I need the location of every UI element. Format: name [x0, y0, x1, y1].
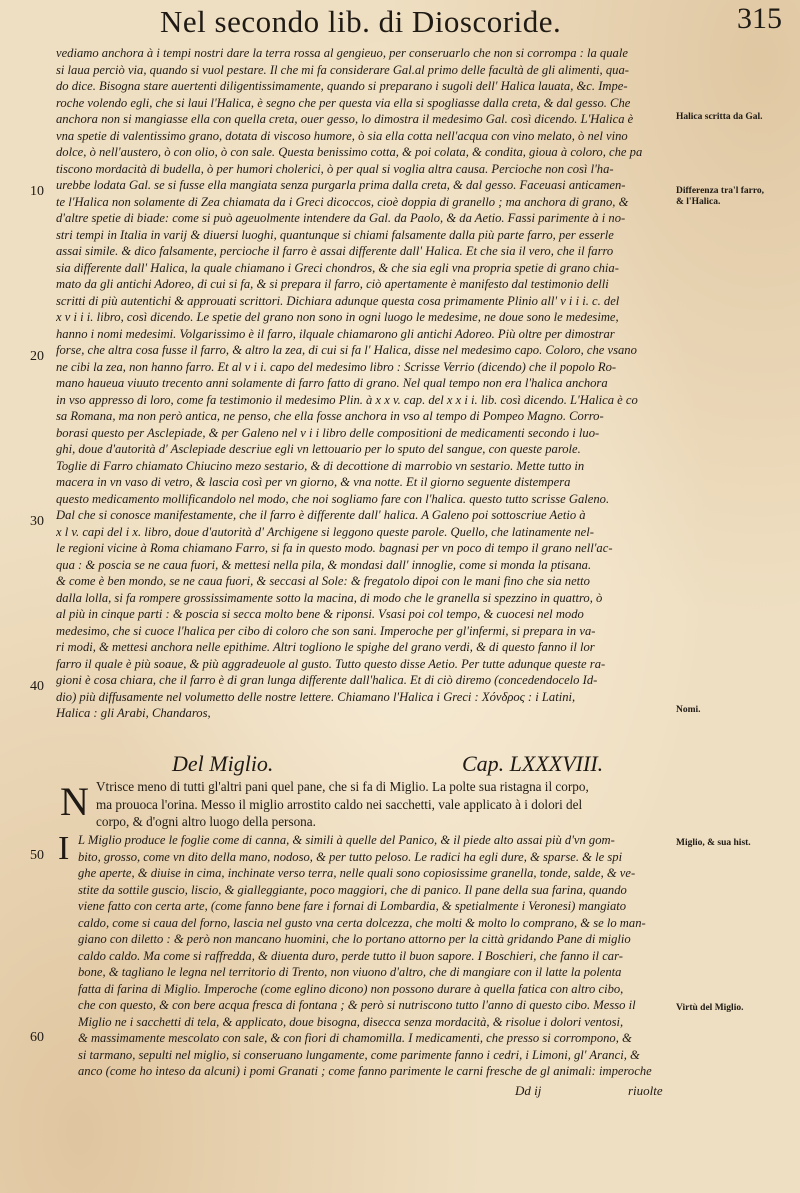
- signature-mark: Dd ij: [515, 1083, 542, 1098]
- text-line: gioni è cosa chiara, che il farro è di gran lunga differente dall'halica. Et di ciò diremo (concedendocelo Id-: [56, 673, 598, 687]
- margin-note: Nomi.: [676, 705, 701, 715]
- line-number: 20: [30, 349, 44, 364]
- text-line: in vso appresso di loro, come fa testimonio il medesimo Plin. à x x v. cap. del x x i i. lib. così dicendo. L'Halica è co: [56, 392, 638, 407]
- line-number: 40: [30, 679, 44, 694]
- text-line: Vtrisce meno di tutti gl'altri pani quel pane, che si fa di Miglio. La polte sua ristagna il corpo,: [96, 779, 589, 794]
- text-line: assai simile. & dico falsamente, percioche il farro è assai differente dall' Halica. Et che sia il vero, che il farro: [56, 244, 614, 258]
- text-line: urebbe lodata Gal. se si fusse ella mangiata senza purgarla prima dalla creta, & dal gesso. Faceuasi anticamen-: [56, 178, 626, 192]
- running-header: Nel secondo lib. di Dioscoride.: [160, 4, 562, 39]
- line-number: 50: [30, 848, 44, 863]
- text-line: vna spetie di valentissimo grano, dotata di viscoso humore, ò sia ella cotta nell'acqua con vino melato, ò nel vino: [56, 128, 628, 143]
- text-line: questo medicamento mollificandolo nel modo, che noi sogliamo fare con l'halica. questo tutto scrisse Galeno.: [56, 491, 610, 506]
- text-line: roche volendo egli, che si laui l'Halica, è segno che per questa via ella si spogliasse dalla creta, & dal gesso. Che: [56, 95, 631, 110]
- text-line: vediamo anchora à i tempi nostri dare la terra rossa al gengieuo, per conseruarlo che non si corrompa : la quale: [56, 46, 628, 60]
- text-line: anchora non si mangiasse ella con quella creta, ouer gesso, lo dimostra il medesimo Gal. così dicendo. L'Halica è: [56, 112, 634, 126]
- miglio-commentary: [78, 832, 670, 1080]
- text-line: d'altre spetie di biade: come si può ageuolmente intendere da Gal. da Paolo, & da Aetio. Fassi parimente à i no-: [56, 211, 626, 225]
- text-line: forse, che altra cosa fusse il farro, & altro la zea, di cui si fa l' Halica, disse nel medesimo capo. Coloro, che vsano: [56, 343, 637, 357]
- margin-note: Halica scritta da Gal.: [676, 112, 763, 122]
- catchword: riuolte: [628, 1083, 663, 1098]
- text-line: Miglio ne i sacchetti di tela, & applicato, doue bisogna, disecca senza mordacità, & risolue i dolori ventosi,: [78, 1014, 624, 1029]
- text-line: stri tempi in Italia in varij & diuersi luoghi, quantunque si chiami falsamente dalla più parte farro, per esserle: [56, 227, 614, 242]
- text-line: & massimamente mescolato con sale, & con fiori di chamomilla. I medicamenti, che presso si corrompono, &: [78, 1031, 632, 1045]
- text-line: stite da sottile guscio, liscio, & gialleggiante, poco maggiori, che di panico. Il pane della sua farina, quando: [78, 882, 627, 897]
- drop-cap: I: [58, 830, 70, 867]
- line-number: 10: [30, 184, 44, 199]
- text-line: fatta di farina di Miglio. Imperoche (come eglino dicono) non possono durare à quella fatica con altro cibo,: [78, 981, 624, 996]
- text-line: Toglie di Farro chiamato Chiucino mezo sestario, & di decottione di marrobio vn sestario. Mette tutto in: [56, 458, 585, 473]
- text-line: te l'Halica non solamente di Zea chiamata da i Greci dicoccos, cioè doppia di granello ; ma anchora di grano, &: [56, 194, 629, 209]
- text-line: qua : & poscia se ne caua fuori, & mettesi nella pila, & mondasi dall' innoglie, come si monda la ptisana.: [56, 557, 592, 572]
- text-line: bone, & tagliano le legna nel territorio di Trento, non viuono d'altro, che di mangiare con il latte la polenta: [78, 965, 622, 979]
- text-line: medesimo, che si cuoce l'halica per cibo di coloro che son sani. Imperoche per gl'infermi, si prepara in va-: [56, 623, 596, 638]
- text-line: dolce, ò nell'austero, ò con olio, ò con sale. Questa benissimo cotta, & poi colata, & condita, gioua à coloro, che pa: [56, 145, 643, 159]
- margin-note: Differenza tra'l farro, & l'Halica.: [676, 186, 765, 207]
- text-line: x v i i i. libro, così dicendo. Le spetie del grano non sono in ogni luogo le medesime, ne doue sono le medesime,: [56, 310, 619, 324]
- text-line: caldo, come si caua del forno, lascia nel gusto vna certa dolcezza, che molti & molto lo comprano, & se lo man-: [78, 915, 646, 930]
- text-line: hanno i nomi medesimi. Volgarissimo è il farro, ilquale chiamarono gli antichi Adoreo. Più oltre per dimostrar: [56, 326, 615, 341]
- text-line: anco (come ho inteso da alcuni) i pomi Granati ; come fanno parimente le carni fresche de gl animali: imperoche: [78, 1064, 652, 1078]
- text-line: x l v. capi del i x. libro, doue d'autorità d' Archigene si leggono queste parole. Quello, che latinamente nel-: [56, 524, 594, 539]
- text-line: viene fatto con certa arte, (come fanno bene fare i fornai di Lombardia, & spetialmente i Veronesi) mangiato: [78, 899, 627, 913]
- page-number: 315: [737, 2, 782, 35]
- text-line: sia differente dall' Halica, la quale chiamano i Greci chondros, & che sia egli vna propria spetie di grano chia-: [56, 260, 619, 275]
- text-line: bito, grosso, come vn dito della mano, nodoso, & per tutto peloso. Le radici ha egli dure, & sparse. & le spi: [78, 849, 623, 864]
- text-line: mato da gli antichi Adoreo, di cui si fa, & si prepara il farro, ciò apertamente è manifesto dal testimonio delli: [56, 277, 609, 291]
- text-line: caldo caldo. Ma come si raffredda, & diuenta duro, perde tutto il buon sapore. I Boschieri, che fanno il car-: [78, 948, 623, 963]
- text-line: ghi, doue d'autorità d' Asclepiade descriue egli vn lettouario per lo sputo del sangue, con queste parole.: [56, 442, 581, 456]
- drop-cap: N: [60, 779, 89, 824]
- text-line: & come è ben mondo, se ne caua fuori, & seccasi al Sole: & fregatolo dipoi con le mani fino che sia netto: [56, 574, 590, 588]
- text-line: si tarmano, sepulti nel miglio, si conseruano lungamente, come parimente fanno i cedri, i Limoni, gl' Aranci, &: [78, 1047, 640, 1062]
- text-line: do dice. Bisogna stare auertenti diligentissimamente, quando si preparano i sugoli dell' Halica lauata, &c. Impe-: [56, 79, 628, 93]
- margin-note: Virtù del Miglio.: [676, 1003, 744, 1013]
- text-line: ma prouoca l'orina. Messo il miglio arrostito caldo nei sacchetti, vale applicato à i dolori del: [96, 796, 583, 812]
- text-line: si laua perciò via, quando si vuol pestare. Il che mi fa considerare Gal.al primo delle facultà de gli alimenti, qua-: [56, 62, 629, 77]
- text-line: L Miglio produce le foglie come di canna, & simili à quelle del Panico, & il piede alto assai più d'vn gom-: [78, 833, 615, 847]
- text-line: corpo, & d'ogni altro luogo della persona.: [96, 814, 316, 829]
- chapter-title: Del Miglio.: [172, 751, 274, 776]
- margin-note: Miglio, & sua hist.: [676, 838, 751, 848]
- text-line: al più in cinque parti : & poscia si secca molto bene & riponsi. Vsasi poi col tempo, & cuocesi nel modo: [56, 607, 584, 621]
- text-line: Halica : gli Arabi, Chandaros,: [56, 706, 211, 720]
- text-line: macera in vn vaso di vetro, & lascia così per vn giorno, & vna notte. Et il giorno seguente distempera: [56, 475, 571, 489]
- text-line: ne cibi la zea, non hanno farro. Et al v i i. capo del medesimo libro : Scrisse Verrio (dicendo) che il popolo Ro-: [56, 359, 617, 374]
- halica-commentary: [56, 45, 670, 722]
- text-line: scritti di più autentichi & approuati scrittori. Dichiara adunque questa cosa primamente Plinio all' v i i i. c. del: [56, 293, 620, 308]
- dioscorides-text: [96, 778, 670, 831]
- text-line: ghe aperte, & diuise in cima, inchinate verso terra, nelle quali sono copiosissime granella, tonde, salde, & ve-: [78, 866, 636, 880]
- text-line: dalla lolla, si fa rompere grossissimamente sotto la macina, di modo che le granella si spezzino in quattro, ò: [56, 590, 603, 605]
- text-line: dio) più diffusamente nel volumetto delle nostre lettere. Chiamano l'Halica i Greci : Χόνδρος : i Latini,: [56, 689, 576, 704]
- text-line: che con questo, & con bere acqua fresca di fontana ; & però si nutriscono tutto l'anno di questo cibo. Messo il: [78, 998, 636, 1012]
- text-line: mano haueua viuuto trecento anni solamente di farro fatto di grano. Nel qual tempo non era l'halica anchora: [56, 376, 608, 390]
- text-line: farro il quale è più soaue, & più aggradeuole al gusto. Tutto questo disse Aetio. Per tutte adunque queste ra-: [56, 656, 606, 671]
- text-line: borasi questo per Asclepiade, & per Galeno nel v i i libro delle compositioni de medicamenti secondo i luo-: [56, 425, 600, 440]
- text-line: ri modi, & mettesi anchora nelle epithime. Altri togliono le spighe del grano verdi, & di questo fanno il lor: [56, 640, 595, 654]
- text-line: le regioni vicine à Roma chiamano Farro, si fa in questo modo. bagnasi per vn poco di tempo il grano nell'ac-: [56, 541, 613, 555]
- line-number: 60: [30, 1030, 44, 1045]
- text-line: sa Romana, ma non però antica, ne penso, che ella fosse anchora in vso al tempo di Pompeo Magno. Corro-: [56, 409, 604, 423]
- text-line: Dal che si conosce manifestamente, che il farro è differente dall' halica. A Galeno poi sottoscriue Aetio à: [56, 508, 586, 522]
- line-number: 30: [30, 514, 44, 529]
- text-line: tiscono mordacità di budella, ò per humori cholerici, ò per qual si voglia altra causa. Percioche non così l'ha-: [56, 161, 614, 176]
- text-line: giano con diletto : & però non mancano huomini, che lo portano attorno per la città gridando Pane di miglio: [78, 932, 631, 946]
- chapter-number: Cap. LXXXVIII.: [462, 751, 604, 776]
